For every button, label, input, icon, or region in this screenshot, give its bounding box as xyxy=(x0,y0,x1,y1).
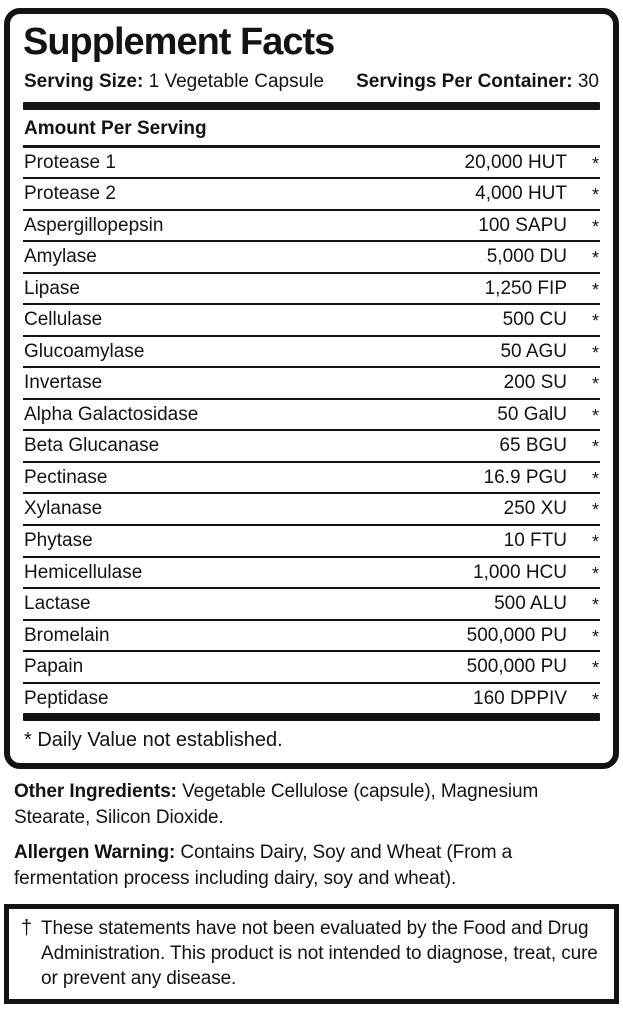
ingredient-amount: 65 BGU xyxy=(499,435,567,457)
ingredient-amount: 16.9 PGU xyxy=(483,466,567,488)
ingredient-name: Alpha Galactosidase xyxy=(24,403,199,425)
ingredient-amount: 160 DPPIV xyxy=(473,687,567,709)
daily-value-asterisk: * xyxy=(591,374,599,395)
ingredient-amount: 5,000 DU xyxy=(486,246,567,268)
ingredient-amount: 100 SAPU xyxy=(478,214,567,236)
table-row xyxy=(23,526,600,558)
ingredient-name: Papain xyxy=(24,656,84,678)
table-row xyxy=(23,148,600,180)
supplement-facts-panel xyxy=(4,8,619,769)
serving-size-value: 1 Vegetable Capsule xyxy=(148,70,324,92)
table-row xyxy=(23,684,600,714)
ingredient-name: Protease 1 xyxy=(24,151,116,173)
allergen-warning-label: Allergen Warning: xyxy=(14,842,176,864)
daily-value-asterisk: * xyxy=(591,153,599,174)
allergen-warning-text: Contains Dairy, Soy and Wheat (From a fermentation process including dairy, soy and wheat). xyxy=(14,842,513,889)
ingredient-name: Hemicellulase xyxy=(24,561,143,583)
serving-size xyxy=(24,71,324,93)
ingredient-name: Amylase xyxy=(24,246,97,268)
table-row xyxy=(23,400,600,432)
daily-value-asterisk: * xyxy=(591,500,599,521)
servings-per-container xyxy=(356,71,599,93)
ingredient-amount: 500,000 PU xyxy=(466,624,567,646)
ingredient-name: Xylanase xyxy=(24,498,103,520)
table-row xyxy=(23,589,600,621)
ingredient-table xyxy=(23,148,600,713)
ingredient-name: Cellulase xyxy=(24,309,103,331)
table-row xyxy=(23,494,600,526)
daily-value-asterisk: * xyxy=(591,468,599,489)
table-row xyxy=(23,337,600,369)
thick-divider-top xyxy=(23,102,600,110)
thick-divider-bottom xyxy=(23,713,600,721)
table-row xyxy=(23,242,600,274)
ingredient-amount: 50 AGU xyxy=(500,340,567,362)
ingredient-amount: 50 GalU xyxy=(497,403,567,425)
allergen-warning xyxy=(14,840,609,891)
ingredient-name: Lipase xyxy=(24,277,80,299)
daily-value-asterisk: * xyxy=(591,185,599,206)
daily-value-asterisk: * xyxy=(591,563,599,584)
panel-title: Supplement Facts xyxy=(23,21,335,63)
ingredient-amount: 1,250 FIP xyxy=(484,277,567,299)
other-ingredients-text: Vegetable Cellulose (capsule), Magnesium Stearate, Silicon Dioxide. xyxy=(14,781,539,828)
table-row xyxy=(23,274,600,306)
ingredient-amount: 4,000 HUT xyxy=(475,183,567,205)
table-row xyxy=(23,211,600,243)
serving-size-label: Serving Size: xyxy=(24,70,144,92)
daily-value-asterisk: * xyxy=(591,531,599,552)
fda-disclaimer-text: These statements have not been evaluated by the Food and Drug Administration. This product is not intended to diagnose, treat, cure or prevent any disease. xyxy=(41,917,598,990)
daily-value-asterisk: * xyxy=(591,279,599,300)
daily-value-asterisk: * xyxy=(591,248,599,269)
ingredient-amount: 10 FTU xyxy=(503,529,567,551)
ingredient-amount: 500,000 PU xyxy=(466,656,567,678)
ingredient-name: Peptidase xyxy=(24,687,109,709)
daily-value-asterisk: * xyxy=(591,595,599,616)
ingredient-name: Invertase xyxy=(24,372,103,394)
other-ingredients-label: Other Ingredients: xyxy=(14,781,177,803)
table-row xyxy=(23,305,600,337)
ingredient-name: Glucoamylase xyxy=(24,340,145,362)
ingredient-name: Pectinase xyxy=(24,466,108,488)
table-row xyxy=(23,621,600,653)
table-row xyxy=(23,431,600,463)
table-row xyxy=(23,463,600,495)
ingredient-amount: 500 CU xyxy=(502,309,567,331)
daily-value-asterisk: * xyxy=(591,405,599,426)
fda-disclaimer-box xyxy=(4,904,619,1005)
ingredient-amount: 1,000 HCU xyxy=(473,561,567,583)
ingredient-name: Aspergillopepsin xyxy=(24,214,164,236)
dagger-symbol: † xyxy=(21,916,33,939)
ingredient-name: Bromelain xyxy=(24,624,110,646)
daily-value-asterisk: * xyxy=(591,626,599,647)
daily-value-asterisk: * xyxy=(591,689,599,710)
daily-value-asterisk: * xyxy=(591,216,599,237)
daily-value-asterisk: * xyxy=(591,342,599,363)
ingredient-name: Phytase xyxy=(24,529,93,551)
table-row xyxy=(23,652,600,684)
ingredient-amount: 20,000 HUT xyxy=(464,151,567,173)
ingredient-amount: 250 XU xyxy=(503,498,567,520)
daily-value-asterisk: * xyxy=(591,311,599,332)
amount-per-serving-heading: Amount Per Serving xyxy=(23,110,600,148)
table-row xyxy=(23,368,600,400)
serving-info-row xyxy=(23,71,600,102)
table-row xyxy=(23,179,600,211)
other-ingredients xyxy=(14,779,609,830)
servings-per-container-value: 30 xyxy=(577,70,599,92)
daily-value-note: * Daily Value not established. xyxy=(24,729,283,752)
daily-value-asterisk: * xyxy=(591,658,599,679)
ingredient-amount: 200 SU xyxy=(503,372,567,394)
servings-per-container-label: Servings Per Container: xyxy=(356,70,573,92)
daily-value-asterisk: * xyxy=(591,437,599,458)
ingredient-amount: 500 ALU xyxy=(494,593,567,615)
ingredient-name: Beta Glucanase xyxy=(24,435,160,457)
ingredient-name: Protease 2 xyxy=(24,183,116,205)
table-row xyxy=(23,558,600,590)
ingredient-name: Lactase xyxy=(24,593,91,615)
